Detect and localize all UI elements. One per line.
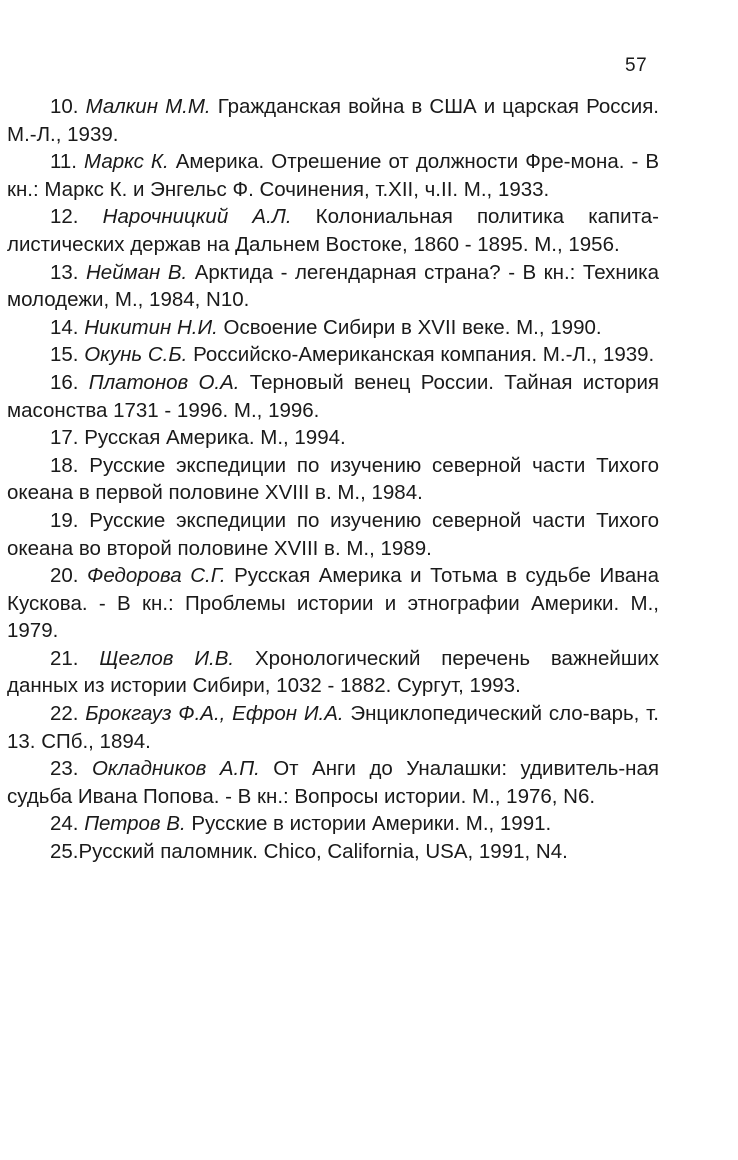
reference-author: Маркс К. bbox=[84, 150, 169, 174]
reference-number: 11. bbox=[50, 150, 77, 174]
reference-item bbox=[7, 341, 659, 369]
reference-author: Окладников А.П. bbox=[91, 757, 260, 781]
reference-number: 24. bbox=[50, 812, 79, 836]
reference-number: 21. bbox=[50, 646, 79, 670]
reference-item bbox=[7, 369, 659, 424]
reference-text: От Анги до Уналашки: удивитель-ная судьба Ивана Попова. - В кн.: Вопросы истории. М., 1976, N6. bbox=[7, 757, 660, 808]
reference-author: Окунь С.Б. bbox=[84, 343, 188, 367]
reference-item bbox=[7, 645, 659, 700]
reference-author: Малкин М.М. bbox=[85, 95, 211, 118]
reference-item bbox=[7, 838, 659, 866]
reference-number: 22. bbox=[50, 702, 79, 726]
reference-number: 12. bbox=[50, 205, 79, 229]
reference-item bbox=[7, 562, 659, 645]
reference-number: 16. bbox=[50, 370, 79, 394]
reference-author: Петров В. bbox=[84, 812, 186, 836]
reference-number: 15. bbox=[50, 343, 79, 367]
reference-list bbox=[7, 93, 659, 866]
reference-item bbox=[7, 424, 659, 452]
reference-text: Хронологический перечень важнейших данных из истории Сибири, 1032 - 1882. Сургут, 1993. bbox=[7, 646, 659, 698]
reference-text: Колониальная политика капита-листических держав на Дальнем Востоке, 1860 - 1895. М., 1956. bbox=[7, 205, 659, 256]
reference-author: Платонов О.А. bbox=[88, 370, 240, 394]
reference-author: Никитин Н.И. bbox=[84, 315, 218, 339]
reference-text: Русская Америка и Тотьма в судьбе Ивана Кускова. - В кн.: Проблемы истории и этнографии Америки. М., 1979. bbox=[7, 564, 659, 643]
reference-text: Арктида - легендарная страна? - В кн.: Техника молодежи, М., 1984, N10. bbox=[7, 260, 659, 312]
reference-text: Америка. Отрешение от должности Фре-мона. - В кн.: Маркс К. и Энгельс Ф. Сочинения, т.XII, ч.II. М., 1933. bbox=[7, 150, 659, 201]
reference-text: Русские экспедиции по изучению северной части Тихого океана в первой половине XVIII в. М., 1984. bbox=[7, 453, 660, 505]
reference-item bbox=[7, 755, 659, 810]
reference-author: Щеглов И.В. bbox=[99, 646, 235, 670]
reference-text: Русская Америка. М., 1994. bbox=[84, 426, 346, 450]
reference-number: 19. bbox=[50, 508, 79, 532]
reference-number: 17. bbox=[50, 426, 79, 450]
reference-number: 23. bbox=[50, 757, 79, 781]
page-number: 57 bbox=[625, 55, 648, 76]
reference-item bbox=[7, 314, 659, 342]
reference-text: Русские в истории Америки. М., 1991. bbox=[185, 812, 552, 836]
reference-text: Российско-Американская компания. М.-Л., 1939. bbox=[187, 343, 655, 367]
reference-text: Гражданская война в США и царская Россия. М.-Л., 1939. bbox=[7, 95, 660, 146]
reference-author: Брокгауз Ф.А., Ефрон И.А. bbox=[85, 702, 344, 726]
reference-author: Нарочницкий А.Л. bbox=[102, 205, 292, 229]
reference-item bbox=[7, 810, 659, 838]
reference-item bbox=[7, 148, 659, 203]
reference-text: Энциклопедический сло-варь, т. 13. СПб., 1894. bbox=[7, 702, 659, 753]
reference-item bbox=[7, 203, 659, 258]
reference-text: Терновый венец России. Тайная история масонства 1731 - 1996. М., 1996. bbox=[7, 370, 660, 422]
reference-number: 18. bbox=[50, 453, 79, 477]
reference-item bbox=[7, 507, 659, 562]
reference-number: 13. bbox=[50, 260, 79, 284]
reference-author: Нейман В. bbox=[86, 260, 188, 284]
reference-item bbox=[7, 700, 659, 755]
reference-text: Освоение Сибири в XVII веке. М., 1990. bbox=[217, 315, 602, 339]
reference-text: Русский паломник. Chico, California, USA, 1991, N4. bbox=[78, 840, 568, 864]
reference-text: Русские экспедиции по изучению северной части Тихого океана во второй половине XVIII в. М., 1989. bbox=[7, 508, 660, 560]
reference-number: 20. bbox=[50, 564, 79, 588]
reference-number: 25. bbox=[50, 840, 79, 864]
reference-item bbox=[7, 93, 659, 148]
reference-author: Федорова С.Г. bbox=[87, 564, 226, 588]
reference-item bbox=[7, 259, 659, 314]
reference-item bbox=[7, 452, 659, 507]
reference-number: 14. bbox=[50, 315, 79, 339]
reference-number: 10. bbox=[50, 95, 79, 118]
